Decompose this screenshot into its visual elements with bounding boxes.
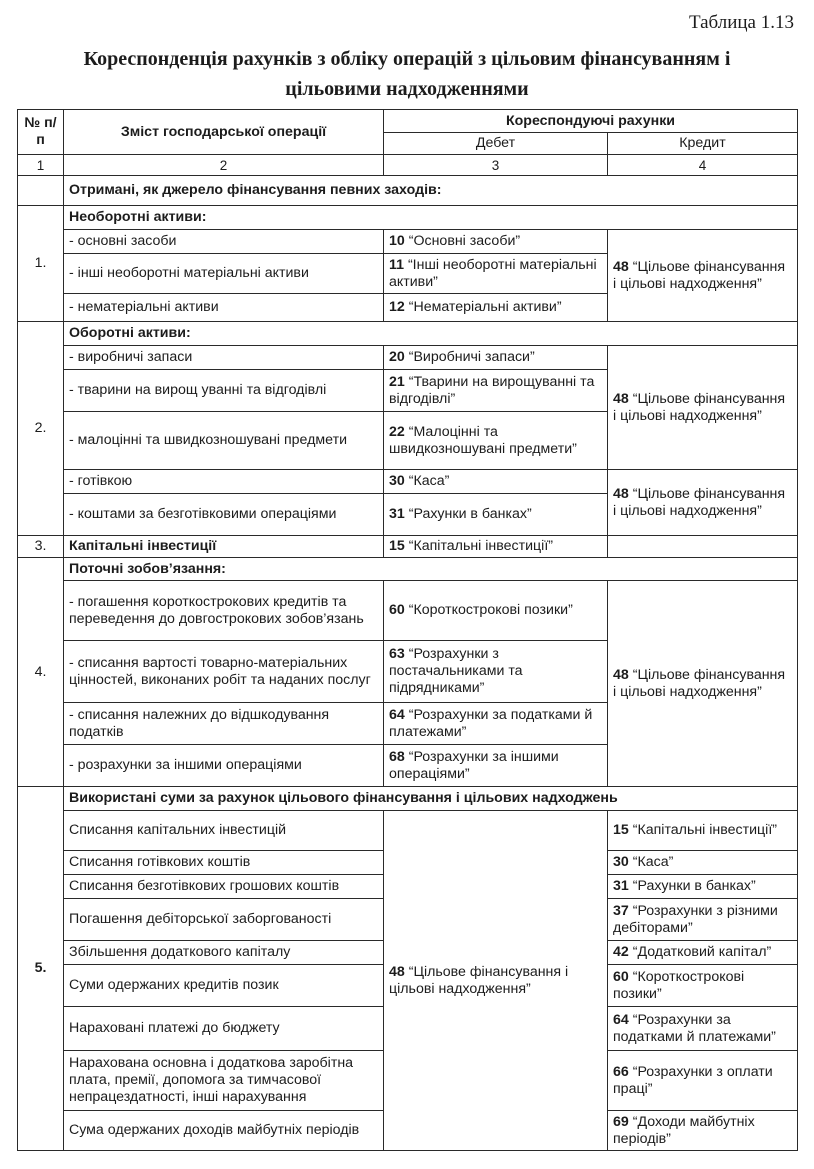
account-name: “Додатковий капітал” xyxy=(632,944,772,960)
account-name: “Розрахунки з різними дебіторами” xyxy=(613,902,778,936)
table-row xyxy=(18,536,798,558)
account-code: 48 xyxy=(613,258,629,275)
account-code: 66 xyxy=(613,1063,629,1080)
account-code: 64 xyxy=(613,1011,629,1028)
col-num-3: 3 xyxy=(384,155,608,176)
credit-account xyxy=(608,536,798,558)
account-name: “Тварини на вирощуванні та відгодівлі” xyxy=(389,373,595,407)
header-credit: Кредит xyxy=(608,133,798,155)
credit-account xyxy=(608,581,798,787)
account-code: 22 xyxy=(389,423,405,440)
account-code: 37 xyxy=(613,902,629,919)
credit-account xyxy=(608,899,798,941)
section-title: Поточні зобов’язання: xyxy=(64,558,798,581)
table-row xyxy=(18,558,798,581)
header-corr: Кореспондуючі рахунки xyxy=(384,110,798,133)
operation-desc: Суми одержаних кредитів позик xyxy=(64,965,384,1007)
header-num: № п/п xyxy=(18,110,64,155)
section-title: Необоротні активи: xyxy=(64,206,798,230)
debit-account xyxy=(384,470,608,494)
account-name: “Доходи майбутніх періодів” xyxy=(613,1113,755,1147)
table-row xyxy=(18,176,798,206)
row-number: 4. xyxy=(18,558,64,787)
debit-account xyxy=(384,536,608,558)
debit-account xyxy=(384,412,608,470)
credit-account xyxy=(608,851,798,875)
debit-account xyxy=(384,346,608,370)
title-line-1: Кореспонденція рахунків з обліку операцій з цільовим фінансуванням і xyxy=(83,48,731,70)
debit-account xyxy=(384,494,608,536)
column-numbers-row xyxy=(18,155,798,176)
account-name: “Цільове фінансування і цільові надходження” xyxy=(613,390,786,424)
row-number: 1. xyxy=(18,206,64,322)
section-title: Оборотні активи: xyxy=(64,322,798,346)
account-name: “Цільове фінансування і цільові надходження” xyxy=(613,485,786,519)
debit-account xyxy=(384,230,608,254)
operation-desc: - інші необоротні матеріальні активи xyxy=(64,254,384,294)
table-row xyxy=(18,811,798,851)
account-code: 60 xyxy=(389,602,405,618)
account-name: “Короткострокові позики” xyxy=(613,968,745,1002)
operation-desc: - нематеріальні активи xyxy=(64,294,384,322)
account-name: “Розрахунки за податками й платежами” xyxy=(613,1011,776,1045)
operation-desc: Погашення дебіторської заборгованості xyxy=(64,899,384,941)
account-code: 48 xyxy=(613,485,629,502)
debit-account xyxy=(384,581,608,641)
account-name: “Цільове фінансування і цільові надходження” xyxy=(613,258,786,292)
header-row xyxy=(18,110,798,133)
account-name: “Основні засоби” xyxy=(408,233,521,249)
account-code: 12 xyxy=(389,299,405,315)
col-num-1: 1 xyxy=(18,155,64,176)
account-code: 30 xyxy=(389,473,405,489)
account-code: 68 xyxy=(389,748,405,765)
page-title xyxy=(0,44,814,104)
account-name: “Каса” xyxy=(632,854,674,870)
credit-account xyxy=(608,965,798,1007)
title-line-2: цільовими надходженнями xyxy=(285,78,529,100)
operation-desc: Сума одержаних доходів майбутніх періодів xyxy=(64,1111,384,1151)
row-number: 5. xyxy=(18,787,64,1151)
account-name: “Короткострокові позики” xyxy=(408,602,573,618)
account-code: 69 xyxy=(613,1113,629,1130)
account-code: 42 xyxy=(613,944,629,960)
account-name: “Нематеріальні активи” xyxy=(408,299,562,315)
account-name: “Розрахунки з оплати праці” xyxy=(613,1063,773,1097)
account-code: 60 xyxy=(613,968,629,985)
operation-desc: - коштами за безготівковими операціями xyxy=(64,494,384,536)
operation-desc: Списання капітальних інвестицій xyxy=(64,811,384,851)
header-content: Зміст господарської операції xyxy=(64,110,384,155)
row-number: 2. xyxy=(18,322,64,536)
credit-account xyxy=(608,346,798,470)
account-code: 63 xyxy=(389,646,405,662)
table-row xyxy=(18,206,798,230)
debit-account xyxy=(384,294,608,322)
credit-account xyxy=(608,230,798,322)
table-row xyxy=(18,230,798,254)
table-row xyxy=(18,581,798,641)
credit-account xyxy=(608,941,798,965)
credit-account xyxy=(608,1051,798,1111)
account-code: 10 xyxy=(389,233,405,249)
table-row xyxy=(18,322,798,346)
section-received: Отримані, як джерело фінансування певних заходів: xyxy=(64,176,798,206)
operation-desc: Списання готівкових коштів xyxy=(64,851,384,875)
table-row xyxy=(18,470,798,494)
debit-account xyxy=(384,370,608,412)
operation-desc: Списання безготівкових грошових коштів xyxy=(64,875,384,899)
empty-cell xyxy=(18,176,64,206)
operation-desc: - виробничі запаси xyxy=(64,346,384,370)
credit-account xyxy=(608,470,798,536)
account-name: “Рахунки в банках” xyxy=(632,878,756,894)
account-name: “Цільове фінансування і цільові надходження” xyxy=(613,666,786,700)
credit-account xyxy=(608,1007,798,1051)
debit-account xyxy=(384,641,608,703)
operation-desc: - списання належних до відшкодування податків xyxy=(64,703,384,745)
account-code: 48 xyxy=(389,963,405,980)
account-code: 64 xyxy=(389,706,405,723)
account-code: 11 xyxy=(389,256,404,273)
debit-account xyxy=(384,811,608,1151)
table-row xyxy=(18,787,798,811)
table-caption: Таблица 1.13 xyxy=(688,12,794,33)
operation-desc: - розрахунки за іншими операціями xyxy=(64,745,384,787)
account-code: 31 xyxy=(613,878,629,894)
account-name: “Рахунки в банках” xyxy=(408,506,532,522)
account-code: 20 xyxy=(389,349,405,365)
operation-desc: - списання вартості товарно-матеріальних цінностей, виконаних робіт та наданих послуг xyxy=(64,641,384,703)
account-name: “Розрахунки за податками й платежами” xyxy=(389,706,593,740)
operation-desc: Капітальні інвестиції xyxy=(64,536,384,558)
operation-desc: - тварини на вирощ уванні та відгодівлі xyxy=(64,370,384,412)
debit-account xyxy=(384,745,608,787)
account-code: 31 xyxy=(389,506,405,522)
account-name: “Капітальні інвестиції” xyxy=(408,538,553,554)
account-code: 48 xyxy=(613,390,629,407)
credit-account xyxy=(608,811,798,851)
row-number: 3. xyxy=(18,536,64,558)
account-code: 21 xyxy=(389,373,405,390)
account-name: “Виробничі запаси” xyxy=(408,349,535,365)
section-title: Використані суми за рахунок цільового фінансування і цільових надходжень xyxy=(64,787,798,811)
account-name: “Малоцінні та швидкозношувані предмети” xyxy=(389,423,577,457)
operation-desc: Нарахована основна і додаткова заробітна плата, премії, допомога за тимчасової непрацездатності, інші нарахування xyxy=(64,1051,384,1111)
col-num-2: 2 xyxy=(64,155,384,176)
account-name: “Розрахунки з постачальниками та підрядниками” xyxy=(389,646,523,696)
credit-account xyxy=(608,1111,798,1151)
account-code: 15 xyxy=(613,822,629,838)
account-code: 15 xyxy=(389,538,405,554)
credit-account xyxy=(608,875,798,899)
table-row xyxy=(18,346,798,370)
operation-desc: - малоцінні та швидкозношувані предмети xyxy=(64,412,384,470)
account-name: “Капітальні інвестиції” xyxy=(632,822,777,838)
debit-account xyxy=(384,703,608,745)
col-num-4: 4 xyxy=(608,155,798,176)
debit-account xyxy=(384,254,608,294)
accounts-table xyxy=(17,109,798,1151)
account-name: “Інші необоротні матеріальні активи” xyxy=(389,256,597,290)
operation-desc: Нараховані платежі до бюджету xyxy=(64,1007,384,1051)
operation-desc: - готівкою xyxy=(64,470,384,494)
operation-desc: Збільшення додаткового капіталу xyxy=(64,941,384,965)
operation-desc: - погашення короткострокових кредитів та переведення до довгострокових зобов’язань xyxy=(64,581,384,641)
account-name: “Цільове фінансування і цільові надходження” xyxy=(389,963,569,997)
operation-desc: - основні засоби xyxy=(64,230,384,254)
account-name: “Каса” xyxy=(408,473,450,489)
header-debit: Дебет xyxy=(384,133,608,155)
account-code: 48 xyxy=(613,666,629,683)
account-code: 30 xyxy=(613,854,629,870)
account-name: “Розрахунки за іншими операціями” xyxy=(389,748,559,782)
